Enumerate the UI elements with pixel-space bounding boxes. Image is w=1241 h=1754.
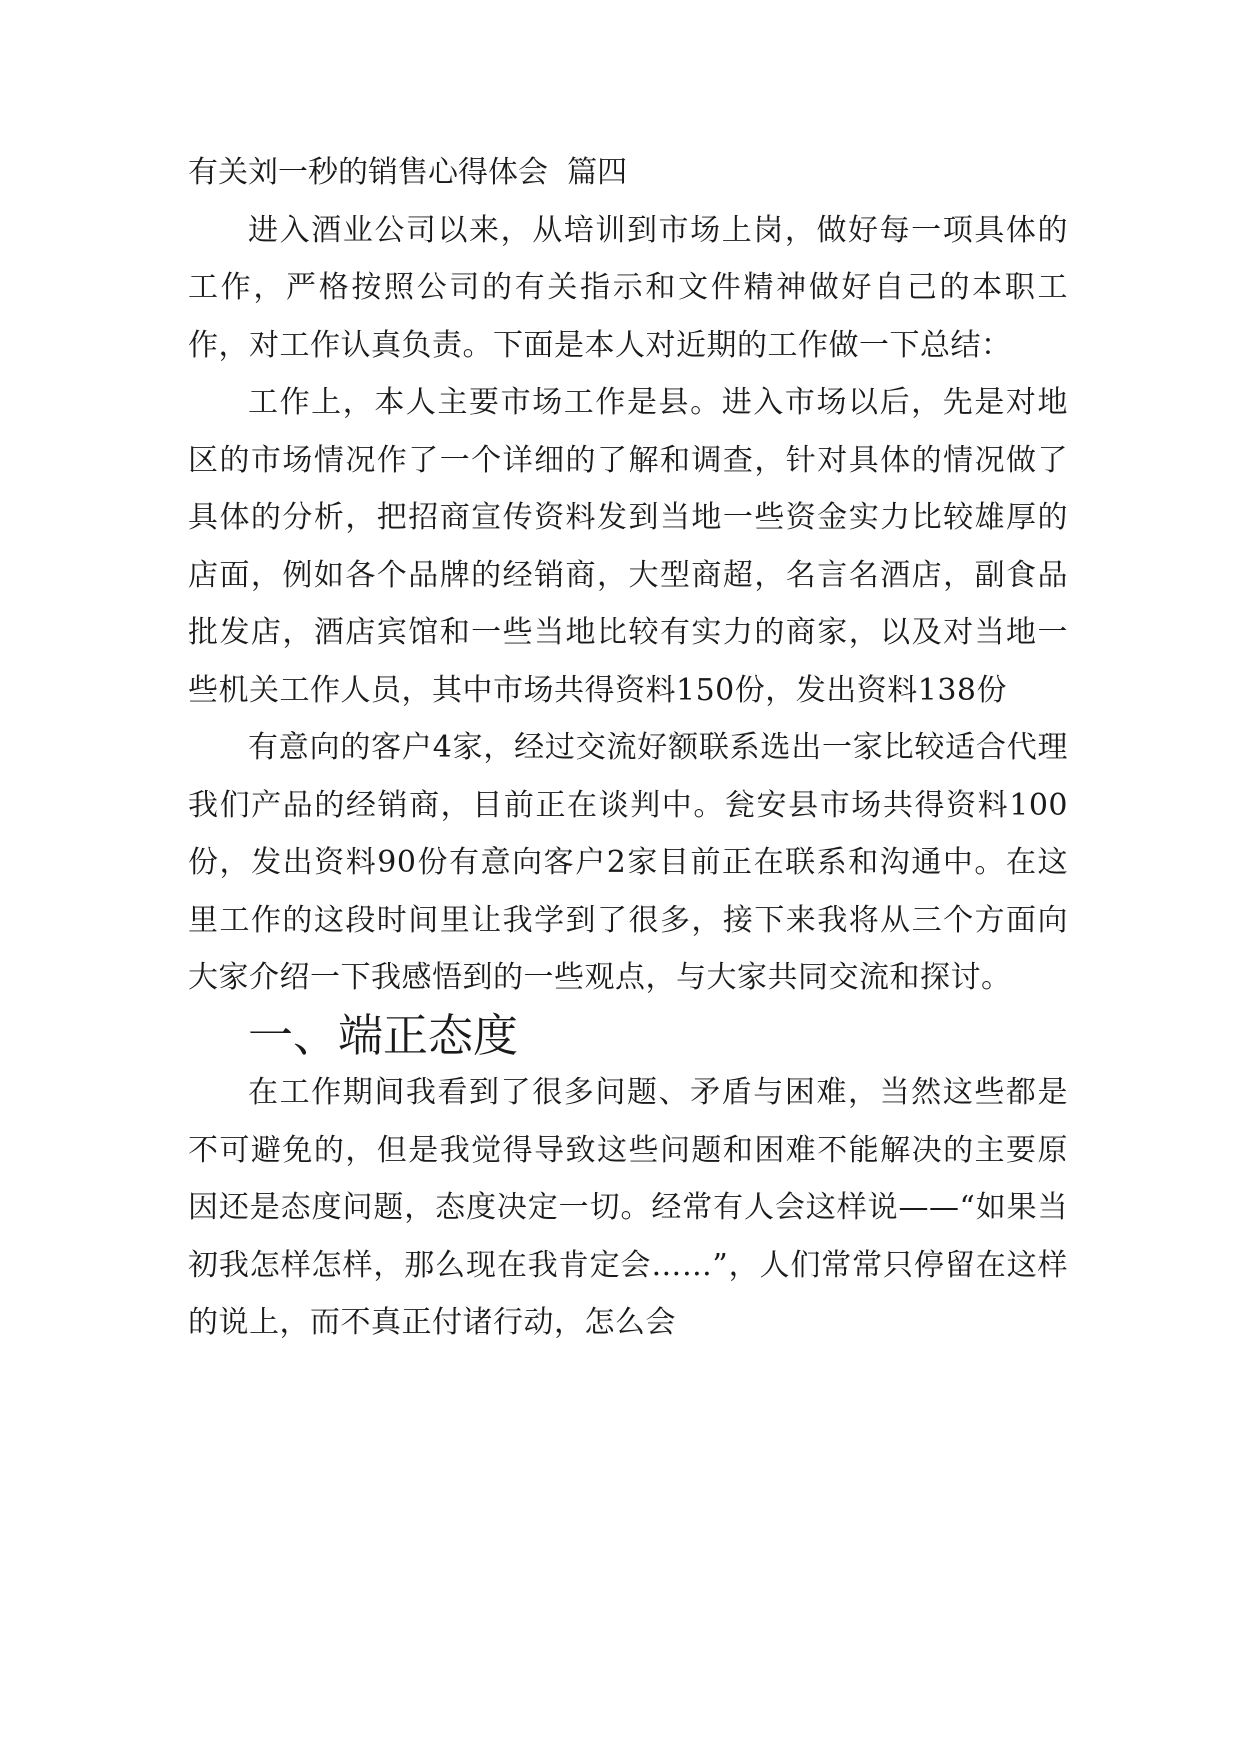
paragraph-clients: 有意向的客户4家，经过交流好额联系选出一家比较适合代理我们产品的经销商，目前正在谈判中。瓮安县市场共得资料100份，发出资料90份有意向客户2家目前正在联系和沟通中。在这里工作的这段时间里让我学到了很多，接下来我将从三个方面向大家介绍一下我感悟到的一些观点，与大家共同交流和探讨。 xyxy=(188,730,1068,995)
paragraph-market-work: 工作上，本人主要市场工作是县。进入市场以后，先是对地区的市场情况作了一个详细的了解和调查，针对具体的情况做了具体的分析，把招商宣传资料发到当地一些资金实力比较雄厚的店面，例如各个品牌的经销商，大型商超，名言名酒店，副食品批发店，酒店宾馆和一些当地比较有实力的商家，以及对当地一些机关工作人员，其中市场共得资料150份，发出资料138份 xyxy=(188,385,1068,708)
paragraph-attitude: 在工作期间我看到了很多问题、矛盾与困难，当然这些都是不可避免的，但是我觉得导致这些问题和困难不能解决的主要原因还是态度问题，态度决定一切。经常有人会这样说——“如果当初我怎样怎样，那么现在我肯定会……”，人们常常只停留在这样的说上，而不真正付诸行动，怎么会 xyxy=(188,1075,1068,1340)
section-heading: 一、端正态度 xyxy=(248,1008,519,1062)
document-title: 有关刘一秒的销售心得体会 篇四 xyxy=(188,155,628,190)
paragraph-intro: 进入酒业公司以来，从培训到市场上岗，做好每一项具体的工作，严格按照公司的有关指示和文件精神做好自己的本职工作，对工作认真负责。下面是本人对近期的工作做一下总结： xyxy=(188,212,1068,363)
document-body xyxy=(188,144,1068,1352)
